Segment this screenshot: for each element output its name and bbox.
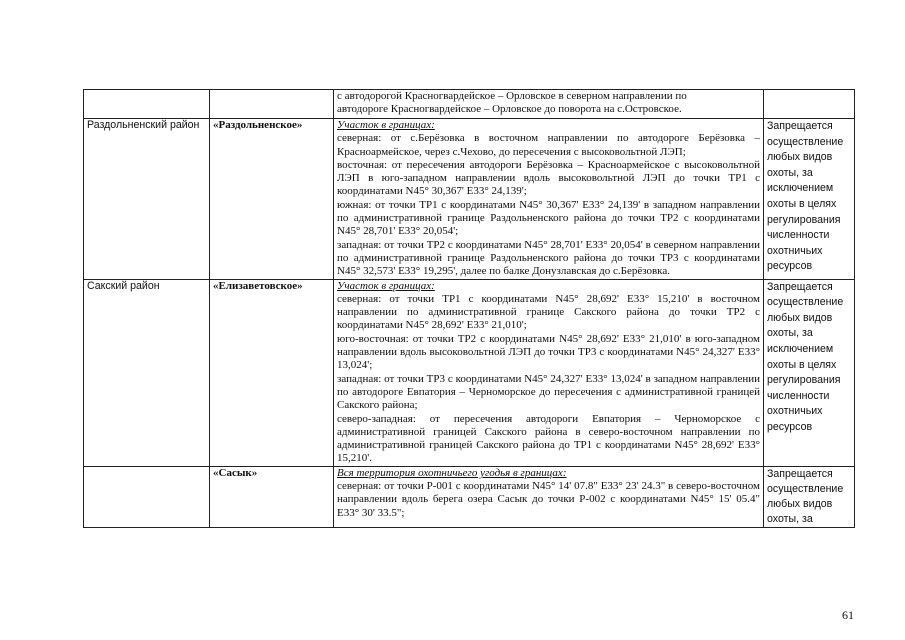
restriction-status: Запрещается осуществление любых видов охоты, за [764,466,855,527]
table-row [84,466,855,527]
hunting-ground-name: «Елизаветовское» [210,279,334,466]
boundary-title: Участок в границах: [337,119,435,131]
table-row [84,90,855,119]
boundary-paragraph: северная: от точки ТР1 с координатами N45° 28,692' E33° 15,210' в восточном направлении по административной границе Сакского района до точки ТР2 с координатами N45° 28,692' E33° 21,010'; [337,292,760,332]
page-number: 61 [842,608,854,622]
description-cell [334,119,764,280]
boundary-paragraph: западная: от точки ТР2 с координатами N45° 28,701' E33° 20,054' в северном направлении по административной границе Раздольненского района до точки ТР3 с координатами N45° 32,573' E33° 19,295', далее по балке Донузлавская до с.Берёзовка. [337,238,760,278]
restriction-status: Запрещается осуществление любых видов охоты, за исключением охоты в целях регулирования численности охотничьих ресурсов [764,279,855,466]
status-cell [764,90,855,119]
region-cell [84,466,210,527]
description-cell [334,279,764,466]
boundary-title: Вся территория охотничьего угодья в границах: [337,466,567,479]
hunting-ground-name: «Сасык» [210,466,334,527]
boundary-paragraph: юго-восточная: от точки ТР2 с координатами N45° 28,692' E33° 21,010' в юго-западном направлении вдоль высоковольтной ЛЭП до точки ТР3 с координатами N45° 24,327' E33° 13,024'; [337,332,760,372]
boundary-paragraph: южная: от точки ТР1 с координатами N45° 30,367' E33° 24,139' в западном направлении по административной границе Раздольненского района до точки ТР2 с координатами N45° 28,701' E33° 20,054'; [337,198,760,238]
description-line: автодороге Красногвардейское – Орловское до поворота на с.Островское. [337,103,682,116]
table-row [84,279,855,466]
region-cell: Раздольненский район [84,119,210,280]
region-cell [84,90,210,119]
boundary-paragraph: западная: от точки ТР3 с координатами N45° 24,327' E33° 13,024' в западном направлении по автодороге Евпатория – Черноморское до пересечения с административной границей Сакского района; [337,372,760,412]
boundary-paragraph: северо-западная: от пересечения автодороги Евпатория – Черноморское с административной границей Сакского района в северо-восточном направлении по административной границей Сакского района до ТР1 с координатами N45° 28,692' E33° 15,210'. [337,412,760,465]
name-cell [210,90,334,119]
region-cell: Сакский район [84,279,210,466]
hunting-ground-name: «Раздольненское» [210,119,334,280]
hunting-grounds-table [83,89,855,528]
boundary-paragraph: восточная: от пересечения автодороги Берёзовка – Красноармейское с высоковольтной ЛЭП в юго-западном направлении вдоль высоковольтной ЛЭП до точки ТР1 с координатами N45° 30,367' E33° 24,139'; [337,158,760,198]
description-line: с автодорогой Красногвардейское – Орловское в северном направлении по [337,90,687,102]
description-cell [334,90,764,119]
boundary-title: Участок в границах: [337,279,435,292]
table-row [84,119,855,280]
boundary-paragraph: северная: от с.Берёзовка в восточном направлении по автодороге Берёзовка – Красноармейское, через с.Чехово, до пересечения с высоковольтной ЛЭП; [337,132,760,158]
description-cell [334,466,764,527]
boundary-paragraph: северная: от точки Р-001 с координатами N45° 14' 07.8" E33° 23' 24.3" в северо-восточном направлении вдоль берега озера Сасык до точки Р-002 с координатами N45° 15' 05.4" E33° 30' 33.5"; [337,480,760,519]
restriction-status: Запрещается осуществление любых видов охоты, за исключением охоты в целях регулирования численности охотничьих ресурсов [764,119,855,280]
